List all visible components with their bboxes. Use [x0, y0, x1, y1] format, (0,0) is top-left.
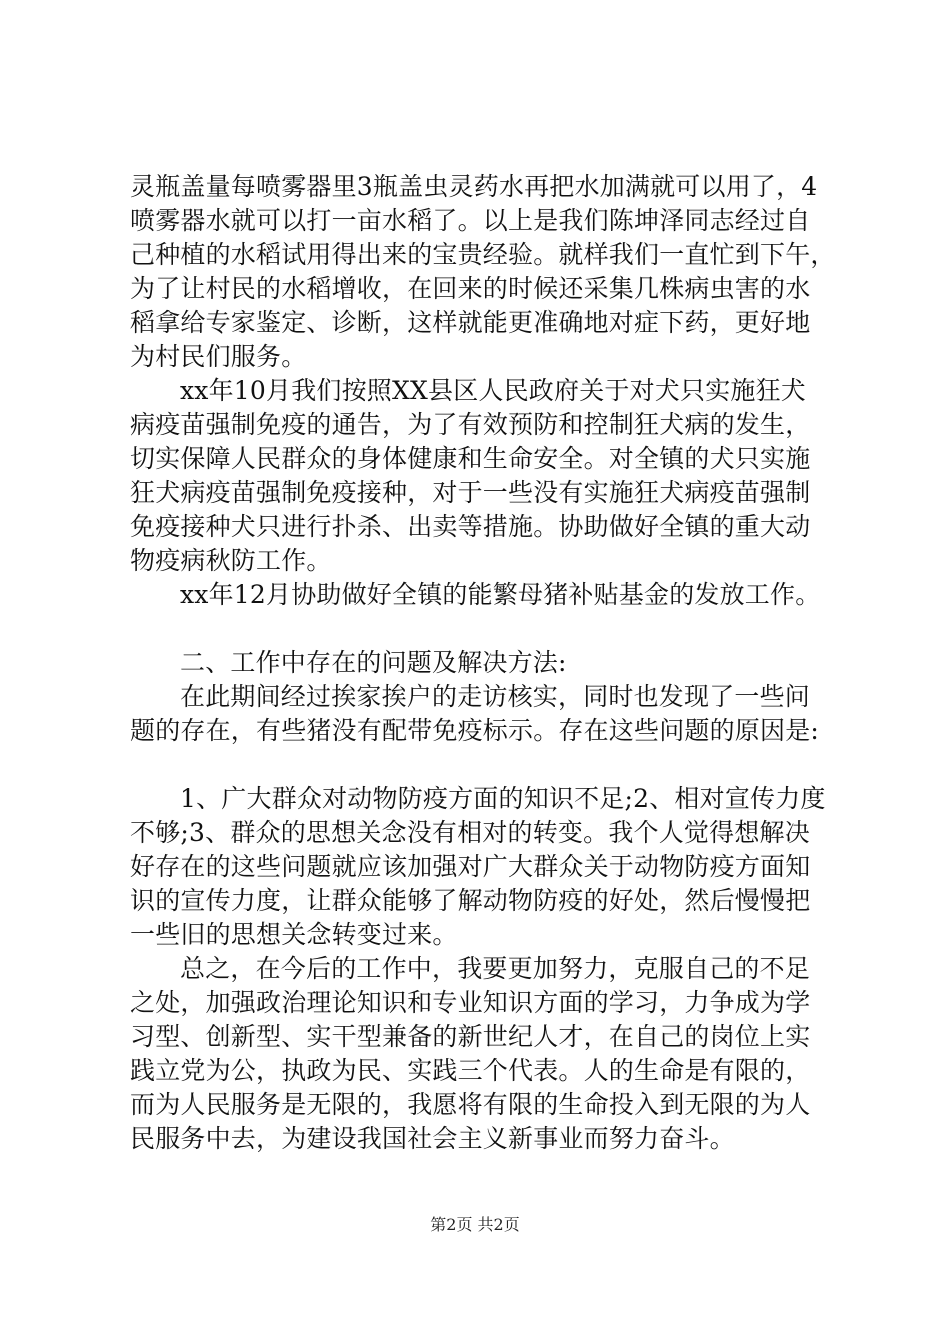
text-line: xx年12月协助做好全镇的能繁母猪补贴基金的发放工作。	[180, 580, 821, 609]
paragraph-problems-found	[130, 680, 830, 748]
text-line: 总之，在今后的工作中，我要更加努力，克服自己的不足	[180, 954, 811, 983]
text-line: 喷雾器水就可以打一亩水稻了。以上是我们陈坤泽同志经过自	[130, 206, 811, 235]
paragraph-conclusion	[130, 952, 830, 1156]
text-line: xx年10月我们按照XX县区人民政府关于对犬只实施狂犬	[180, 376, 807, 405]
section-heading-problems	[130, 646, 830, 680]
paragraph-rice-spraying	[130, 170, 836, 374]
text-line: 病疫苗强制免疫的通告，为了有效预防和控制狂犬病的发生，	[130, 410, 811, 439]
paragraph-sow-subsidy	[130, 578, 830, 612]
text-line: 题的存在，有些猪没有配带免疫标示。存在这些问题的原因是:	[130, 716, 820, 745]
text-line: 灵瓶盖量每喷雾器里3瓶盖虫灵药水再把水加满就可以用了，4	[130, 172, 818, 201]
text-line: 民服务中去，为建设我国社会主义新事业而努力奋斗。	[130, 1124, 735, 1153]
page-number-footer: 第2页 共2页	[430, 1215, 520, 1234]
text-line: 好存在的这些问题就应该加强对广大群众关于动物防疫方面知	[130, 852, 811, 881]
section-heading: 二、工作中存在的问题及解决方法:	[180, 648, 567, 677]
text-line: 切实保障人民群众的身体健康和生命安全。对全镇的犬只实施	[130, 444, 811, 473]
text-line: 1、广大群众对动物防疫方面的知识不足;2、相对宣传力度	[180, 784, 826, 813]
document-body	[130, 170, 836, 1156]
text-line: 识的宣传力度，让群众能够了解动物防疫的好处，然后慢慢把	[130, 886, 811, 915]
text-line: 践立党为公，执政为民、实践三个代表。人的生命是有限的，	[130, 1056, 811, 1085]
text-line: 在此期间经过挨家挨户的走访核实，同时也发现了一些问	[180, 682, 811, 711]
blank-line	[130, 748, 830, 782]
paragraph-rabies-vaccination	[130, 374, 830, 578]
paragraph-causes-solutions	[130, 782, 830, 952]
text-line: 而为人民服务是无限的，我愿将有限的生命投入到无限的为人	[130, 1090, 811, 1119]
text-line: 习型、创新型、实干型兼备的新世纪人才，在自己的岗位上实	[130, 1022, 811, 1051]
text-line: 己种植的水稻试用得出来的宝贵经验。就样我们一直忙到下午，	[130, 240, 836, 269]
blank-line	[130, 612, 830, 646]
text-line: 为村民们服务。	[130, 342, 307, 371]
text-line: 不够;3、群众的思想关念没有相对的转变。我个人觉得想解决	[130, 818, 810, 847]
text-line: 狂犬病疫苗强制免疫接种，对于一些没有实施狂犬病疫苗强制	[130, 478, 811, 507]
text-line: 物疫病秋防工作。	[130, 546, 332, 575]
text-line: 一些旧的思想关念转变过来。	[130, 920, 458, 949]
text-line: 之处，加强政治理论知识和专业知识方面的学习，力争成为学	[130, 988, 811, 1017]
text-line: 稻拿给专家鉴定、诊断，这样就能更准确地对症下药，更好地	[130, 308, 811, 337]
text-line: 免疫接种犬只进行扑杀、出卖等措施。协助做好全镇的重大动	[130, 512, 811, 541]
text-line: 为了让村民的水稻增收，在回来的时候还采集几株病虫害的水	[130, 274, 811, 303]
